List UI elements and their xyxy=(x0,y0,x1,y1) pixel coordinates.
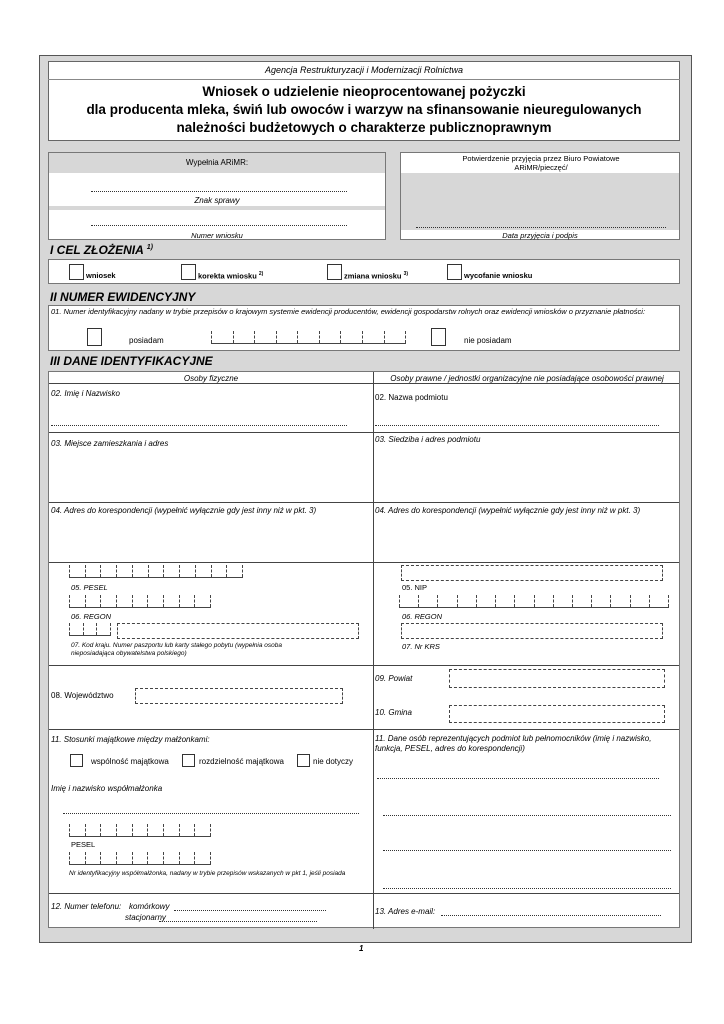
option-zmiana-label: zmiana wniosku xyxy=(344,271,402,281)
voivodeship-input[interactable] xyxy=(135,688,343,704)
evidence-number-box xyxy=(48,305,680,351)
country-code-cells[interactable] xyxy=(69,623,111,636)
agency-name: Agencja Restrukturyzacji i Modernizacji Rolnictwa xyxy=(264,65,464,75)
passport-input[interactable] xyxy=(117,623,359,639)
section-1-footnote: 1) xyxy=(146,244,153,251)
field-04-label: 04. Adres do korespondencji (wypełnić wyłącznie gdy jest inny niż w pkt. 3) xyxy=(51,506,317,515)
spouse-label: Imię i nazwisko współmałżonka xyxy=(51,784,163,793)
option-korekta xyxy=(198,271,263,281)
col-divider-11 xyxy=(373,729,374,929)
case-label: Znak sprawy xyxy=(194,196,240,205)
mobile-phone-input[interactable] xyxy=(174,910,326,911)
representative-line-3[interactable] xyxy=(383,850,671,851)
checkbox-wniosek[interactable] xyxy=(69,264,84,280)
label-nie-dotyczy: nie dotyczy xyxy=(313,757,354,766)
field-12-label: 12. Numer telefonu: xyxy=(51,902,122,911)
number-label: Numer wniosku xyxy=(191,231,243,240)
field-10-label: 10. Gmina xyxy=(375,708,412,717)
field-05r-label: 05. NIP xyxy=(402,583,428,592)
spouse-id-label: Nr identyfikacyjny współmałżonka, nadany w trybie przepisów wskazanych w pkt 1, jeśli posiada xyxy=(69,870,346,877)
row-divider-10 xyxy=(49,729,679,730)
field-03-label: 03. Miejsce zamieszkania i adres xyxy=(51,439,169,448)
header-divider xyxy=(48,79,680,80)
purpose-row xyxy=(48,259,680,284)
option-zmiana-sup: 3) xyxy=(403,271,409,277)
field-13-label: 13. Adres e-mail: xyxy=(375,907,436,916)
office-fill-label: Wypełnia ARiMR: xyxy=(185,158,249,167)
checkbox-korekta[interactable] xyxy=(181,264,196,280)
spouse-id-cells[interactable] xyxy=(69,852,211,865)
field-12-mobile-label: komórkowy xyxy=(129,902,170,911)
page-number: 1 xyxy=(359,944,364,953)
field-05-label: 05. PESEL xyxy=(71,583,108,592)
col-divider-08 xyxy=(373,665,374,729)
label-wspolnosc: wspólność majątkowa xyxy=(91,757,169,766)
label-posiadam: posiadam xyxy=(129,336,164,345)
section-2-title: II NUMER EWIDENCYJNY xyxy=(50,290,196,304)
field-02-label: 02. Imię i Nazwisko xyxy=(51,389,120,398)
checkbox-rozdzielnosc[interactable] xyxy=(182,754,195,767)
landline-phone-input[interactable] xyxy=(159,921,317,922)
evidence-number-cells[interactable] xyxy=(211,331,406,344)
regon-r-cells[interactable] xyxy=(399,595,669,608)
identification-box xyxy=(48,371,680,928)
office-gap xyxy=(49,206,385,210)
nip-input[interactable] xyxy=(401,565,663,581)
case-number-line[interactable] xyxy=(91,191,347,192)
krs-input[interactable] xyxy=(401,623,663,639)
checkbox-wspolnosc[interactable] xyxy=(70,754,83,767)
field-07-label: 07. Kod kraju. Numer paszportu lub karty stałego pobytu (wypełnia osoba nieposiadająca obywatelstwa polskiego) xyxy=(71,642,283,657)
label-rozdzielnosc: rozdzielność majątkowa xyxy=(199,757,284,766)
field-02r-input[interactable] xyxy=(375,425,659,426)
field-02r-label: 02. Nazwa podmiotu xyxy=(375,393,448,402)
row-divider-03 xyxy=(49,502,679,503)
row-divider-04 xyxy=(49,562,679,563)
field-03r-label: 03. Siedziba i adres podmiotu xyxy=(375,435,481,444)
confirm-label: Potwierdzenie przyjęcia przez Biuro Powiatowe ARiMR/pieczęć/ xyxy=(462,154,620,172)
col-natural-persons: Osoby fizyczne xyxy=(183,374,239,383)
section-3-title: III DANE IDENTYFIKACYJNE xyxy=(50,354,213,368)
spouse-pesel-cells[interactable] xyxy=(69,824,211,837)
section-1-title-text: I CEL ZŁOŻENIA xyxy=(50,243,144,257)
spouse-name-input[interactable] xyxy=(63,813,359,814)
label-nie-posiadam: nie posiadam xyxy=(464,336,512,345)
field-06r-label: 06. REGON xyxy=(402,612,443,621)
row-divider-02 xyxy=(49,432,679,433)
option-korekta-label: korekta wniosku xyxy=(198,271,257,281)
field-09-label: 09. Powiat xyxy=(375,674,413,683)
confirmation-block xyxy=(400,152,680,240)
representative-line-1[interactable] xyxy=(377,778,659,779)
checkbox-posiadam[interactable] xyxy=(87,328,102,346)
field-12-fixed-label: stacjonarny xyxy=(125,913,166,922)
application-number-line[interactable] xyxy=(91,225,347,226)
option-zmiana xyxy=(344,271,408,281)
col-divider-upper xyxy=(373,372,374,665)
spouse-pesel-label: PESEL xyxy=(71,840,96,849)
form-header xyxy=(48,61,680,141)
checkbox-nie-dotyczy[interactable] xyxy=(297,754,310,767)
option-wycofanie: wycofanie wniosku xyxy=(464,271,533,280)
checkbox-zmiana[interactable] xyxy=(327,264,342,280)
field-11r-label: 11. Dane osób reprezentujących podmiot lub pełnomocników (imię i nazwisko, funkcja, PESEL, adres do korespondencji) xyxy=(375,734,652,753)
regon-cells[interactable] xyxy=(69,595,211,608)
title-line-3: należności budżetowych o charakterze publicznoprawnym xyxy=(176,120,552,135)
checkbox-wycofanie[interactable] xyxy=(447,264,462,280)
field-07r-label: 07. Nr KRS xyxy=(402,642,440,651)
office-block xyxy=(48,152,386,240)
section-1-title xyxy=(50,243,153,257)
date-label: Data przyjęcia i podpis xyxy=(502,231,578,240)
row-divider-11 xyxy=(49,893,679,894)
field-02-input[interactable] xyxy=(51,425,347,426)
pesel-cells[interactable] xyxy=(69,565,243,578)
field-04r-label: 04. Adres do korespondencji (wypełnić wyłącznie gdy jest inny niż w pkt. 3) xyxy=(375,506,641,515)
field-11-label: 11. Stosunki majątkowe między małżonkami: xyxy=(51,735,210,744)
commune-input[interactable] xyxy=(449,705,665,723)
field-06-label: 06. REGON xyxy=(71,612,112,621)
option-korekta-sup: 2) xyxy=(258,271,264,277)
checkbox-nie-posiadam[interactable] xyxy=(431,328,446,346)
representative-line-2[interactable] xyxy=(383,815,671,816)
row-divider-07 xyxy=(49,665,679,666)
county-input[interactable] xyxy=(449,669,665,688)
representative-line-4[interactable] xyxy=(383,888,671,889)
row-divider-header xyxy=(49,383,679,384)
evidence-description: 01. Numer identyfikacyjny nadany w trybie przepisów o krajowym systemie ewidencji producentów, ewidencji gospodarstw rolnych oraz ewidencji wniosków o przyznanie płatności: xyxy=(51,307,646,316)
col-legal-persons: Osoby prawne / jednostki organizacyjne nie posiadające osobowości prawnej xyxy=(390,374,664,383)
email-input[interactable] xyxy=(441,915,661,916)
field-08-label: 08. Województwo xyxy=(51,691,114,700)
title-line-2: dla producenta mleka, świń lub owoców i warzyw na sfinansowanie nieuregulowanych xyxy=(86,102,642,117)
title-line-1: Wniosek o udzielenie nieoprocentowanej pożyczki xyxy=(202,84,526,99)
stamp-area[interactable] xyxy=(401,173,679,230)
date-line[interactable] xyxy=(416,227,666,228)
option-wniosek: wniosek xyxy=(86,271,116,280)
